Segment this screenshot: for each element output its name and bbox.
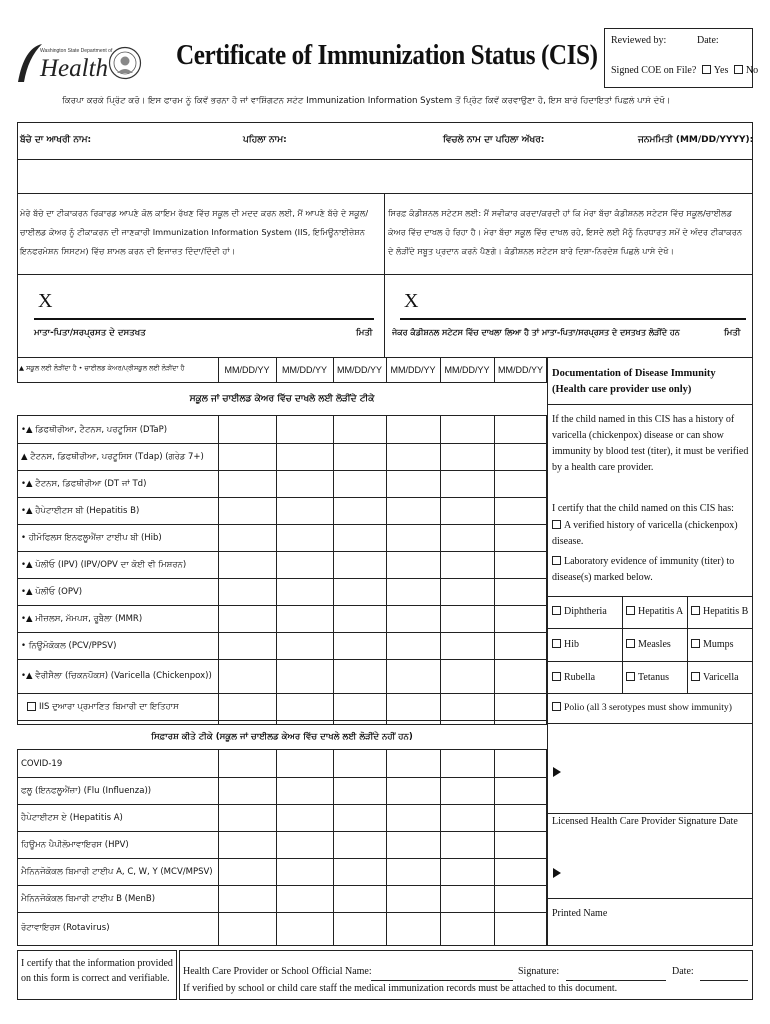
col-line — [333, 750, 334, 946]
official-name-row — [183, 966, 372, 977]
col-line — [218, 750, 219, 946]
vaccine-row-flu[interactable] — [17, 777, 218, 804]
left-sig-mark: X — [38, 290, 53, 312]
disease-grid-line — [548, 661, 753, 662]
vaccine-label: • ਨਿਊਮੋਕੋਕਲ (PCV/PPSV) — [21, 640, 117, 651]
conditional-signature-field[interactable] — [400, 318, 746, 320]
disease-varicella[interactable] — [691, 671, 739, 685]
vaccine-row-mcv[interactable] — [17, 858, 218, 885]
immunity-certify: I certify that the child named on this CIS has: — [552, 503, 734, 514]
consent-sig-divider — [18, 274, 753, 275]
vaccine-row-dtap[interactable] — [17, 416, 218, 443]
parent-signature-field[interactable] — [34, 318, 374, 320]
vaccine-row-covid[interactable] — [17, 750, 218, 777]
coe-no-checkbox[interactable] — [734, 65, 743, 74]
disease-checkbox[interactable] — [626, 606, 635, 615]
footer-certify-text: I certify that the information provided on this form is correct and verifiable. — [21, 958, 173, 984]
footer-note: If verified by school or child care staff the medical immunization records must be attached to this document. — [183, 983, 618, 994]
coe-yes-checkbox[interactable] — [702, 65, 711, 74]
vaccine-label: •▲ ਡਿਫਥੀਰੀਆ, ਟੈਟਨਸ, ਪਰਟੂਸਿਸ (DTaP) — [21, 424, 168, 435]
official-name-label: Health Care Provider or School Official Name: — [183, 966, 372, 977]
vaccine-row-hepa[interactable] — [17, 804, 218, 831]
consent-box — [17, 194, 753, 358]
date-header: MM/DD/YY — [498, 365, 543, 375]
iis-consent-text: ਮੇਰੇ ਬੱਚੇ ਦਾ ਟੀਕਾਕਰਨ ਰਿਕਾਰਡ ਆਪਣੇ ਕੋਲ ਕਾਇਮ ਰੱਖਣ ਵਿੱਚ ਸਕੂਲ ਦੀ ਮਦਦ ਕਰਨ ਲਈ, ਮੈਂ ਆਪਣੇ ਬੱਚੇ ਦੇ ਸਕੂਲ/ਚਾਈਲਡ ਕੇਅਰ ਨੂੰ ਟੀਕਾਕਰਨ ਦੀ ਜਾਣਕਾਰੀ Immunization Information System (IIS, ਇਮਿਊਨਾਈਜ਼ੇਸ਼ਨ ਇਨਫਰਮੇਸ਼ਨ ਸਿਸਟਮ) ਵਿੱਚ ਸ਼ਾਮਲ ਕਰਨ ਦੀ ਇਜਾਜ਼ਤ ਦਿੰਦਾ/ਦਿੰਦੀ ਹਾਂ। — [20, 208, 369, 256]
vaccine-row-mmr[interactable] — [17, 605, 218, 632]
date-header: MM/DD/YY — [282, 365, 327, 375]
child-info-input-row[interactable] — [17, 160, 753, 194]
date-header: MM/DD/YY — [390, 365, 436, 375]
vaccine-row-hepb[interactable] — [17, 497, 218, 524]
disease-label: Mumps — [703, 639, 734, 650]
parent-signature-date-label: ਮਿਤੀ — [356, 328, 373, 338]
vaccine-row-rotavirus[interactable] — [17, 912, 218, 944]
provider-signature-label: Licensed Health Care Provider Signature Date — [552, 816, 738, 827]
instructions-text: ਕਿਰਪਾ ਕਰਕੇ ਪ੍ਰਿੰਟ ਕਰੋ। ਇਸ ਫਾਰਮ ਨੂੰ ਕਿਵੇਂ ਭਰਨਾ ਹੈ ਜਾਂ ਵਾਸ਼ਿੰਗਟਨ ਸਟੇਟ Immunization Information System ਤੋਂ ਪ੍ਰਿੰਟ ਕਿਵੇਂ ਕਰਵਾਉਣਾ ਹੈ, ਇਸ ਬਾਰੇ ਹਿਦਾਇਤਾਂ ਪਿਛਲੇ ਪਾਸੇ ਦੇਖੋ। — [62, 96, 671, 106]
date-header: MM/DD/YY — [444, 365, 490, 375]
lab-evidence-option[interactable] — [552, 554, 750, 586]
vaccine-legend: ▲ ਸਕੂਲ ਲਈ ਲੋੜੀਂਦਾ ਹੈ • ਚਾਈਲਡ ਕੇਅਰ/ਪ੍ਰੀਸਕੂਲ ਲਈ ਲੋੜੀਂਦਾ ਹੈ — [19, 364, 185, 372]
disease-grid-line — [622, 596, 623, 693]
parent-signature-label: ਮਾਤਾ-ਪਿਤਾ/ਸਰਪ੍ਰਸਤ ਦੇ ਦਸਤਖਤ — [34, 328, 146, 338]
disease-checkbox[interactable] — [691, 672, 700, 681]
disease-grid-line — [548, 723, 753, 724]
official-name-field[interactable] — [371, 980, 513, 981]
vaccine-row-varicella[interactable] — [17, 659, 218, 693]
vaccine-label: • ਹੀਮੋਫਿਲਸ ਇਨਫਲੂਐਂਜ਼ਾ ਟਾਈਪ ਬੀ (Hib) — [21, 532, 162, 543]
vaccine-label: •▲ ਹੈਪੇਟਾਈਟਸ ਬੀ (Hepatitis B) — [21, 505, 140, 516]
recommended-section-title-text: ਸਿਫ਼ਾਰਸ਼ ਕੀਤੇ ਟੀਕੇ (ਸਕੂਲ ਜਾਂ ਚਾਈਲਡ ਕੇਅਰ ਵਿੱਚ ਦਾਖਲੇ ਲਈ ਲੋੜੀਂਦੇ ਨਹੀਂ ਹਨ) — [151, 732, 413, 742]
conditional-signature-date-label: ਮਿਤੀ — [724, 328, 741, 338]
iis-history-row[interactable] — [17, 693, 218, 720]
dob-label: ਜਨਮਮਿਤੀ (MM/DD/YYYY): — [638, 135, 754, 145]
arrow-right-icon — [553, 868, 561, 878]
date-header: MM/DD/YY — [337, 365, 382, 375]
disease-hepatitis-a[interactable] — [626, 605, 683, 619]
disease-hepatitis-b[interactable] — [691, 605, 748, 619]
disease-checkbox[interactable] — [626, 672, 635, 681]
disease-grid-line — [548, 596, 753, 597]
immunity-title-divider — [548, 404, 753, 405]
first-name-label: ਪਹਿਲਾ ਨਾਮ: — [243, 135, 287, 145]
disease-checkbox[interactable] — [552, 606, 561, 615]
conditional-status-text: ਸਿਰਫ਼ ਕੰਡੀਸ਼ਨਲ ਸਟੇਟਸ ਲਈ: ਮੈਂ ਸਵੀਕਾਰ ਕਰਦਾ/ਕਰਦੀ ਹਾਂ ਕਿ ਮੇਰਾ ਬੱਚਾ ਕੰਡੀਸ਼ਨਲ ਸਟੇਟਸ ਵਿੱਚ ਸਕੂਲ/ਚਾਈਲਡ ਕੇਅਰ ਵਿੱਚ ਦਾਖਲ ਹੋ ਰਿਹਾ ਹੈ। ਮੇਰਾ ਬੱਚਾ ਸਕੂਲ ਵਿੱਚ ਦਾਖਲ ਰਹੇ, ਇਸਦੇ ਲਈ ਮੈਨੂੰ ਨਿਰਧਾਰਤ ਸਮੇਂ ਦੇ ਅੰਦਰ ਟੀਕਾਕਰਨ ਦੇ ਲੋੜੀਂਦੇ ਸਬੂਤ ਪ੍ਰਦਾਨ ਕਰਨੇ ਪੈਣਗੇ। ਕੰਡੀਸ਼ਨਲ ਸਟੇਟਸ ਬਾਰੇ ਦਿਸ਼ਾ-ਨਿਰਦੇਸ਼ ਪਿਛਲੇ ਪਾਸੇ ਦੇਖੋ। — [388, 208, 743, 256]
logo-subtext: Washington State Department of — [40, 48, 113, 54]
vaccine-label: ਹਿਊਮਨ ਪੈਪੀਲੋਮਾਵਾਇਰਸ (HPV) — [21, 839, 129, 850]
col-line — [276, 750, 277, 946]
vaccine-row-tdap[interactable] — [17, 443, 218, 470]
varicella-history-label: A verified history of varicella (chickenpox) disease. — [552, 520, 738, 547]
disease-checkbox[interactable] — [691, 639, 700, 648]
recommended-section-title — [17, 724, 547, 750]
coe-label: Signed COE on File? — [611, 65, 697, 76]
disease-checkbox[interactable] — [691, 606, 700, 615]
disease-label: Varicella — [703, 672, 739, 683]
office-use-box — [604, 28, 759, 88]
vaccine-row-opv[interactable] — [17, 578, 218, 605]
official-signature-label: Signature: — [518, 966, 560, 977]
disease-label: Polio (all 3 serotypes must show immunity) — [564, 702, 732, 713]
vaccine-label: COVID-19 — [21, 758, 63, 769]
printed-name-line — [548, 898, 753, 899]
disease-polio[interactable] — [552, 701, 732, 715]
disease-label: Hib — [564, 639, 579, 650]
review-date-label: Date: — [697, 35, 719, 46]
disease-label: Measles — [638, 639, 671, 650]
vaccine-label: •▲ ਪੋਲੀਓ (IPV) (IPV/OPV ਦਾ ਕੋਈ ਵੀ ਮਿਸ਼ਰਨ) — [21, 559, 187, 570]
printed-name-label: Printed Name — [552, 908, 608, 919]
coe-yes-label: Yes — [713, 65, 729, 76]
consent-divider — [384, 194, 385, 357]
provider-signature-field[interactable] — [548, 753, 753, 813]
disease-mumps[interactable] — [691, 638, 734, 652]
varicella-history-option[interactable] — [552, 518, 750, 550]
vaccine-row-hib[interactable] — [17, 524, 218, 551]
child-info-header — [17, 122, 753, 160]
coe-row — [611, 65, 758, 76]
vaccine-label: •▲ ਪੋਲੀਓ (OPV) — [21, 586, 83, 597]
varicella-history-checkbox[interactable] — [552, 520, 561, 529]
footer-official-box — [179, 950, 753, 1000]
disease-diphtheria[interactable] — [552, 605, 607, 619]
vaccine-label: •▲ ਮੀਜ਼ਲਸ, ਮੱਮਪਸ, ਰੂਬੈਲਾ (MMR) — [21, 613, 143, 624]
immunity-title: Documentation of Disease Immunity (Health care provider use only) — [552, 368, 716, 395]
disease-checkbox[interactable] — [552, 702, 561, 711]
disease-label: Diphtheria — [564, 606, 607, 617]
right-sig-mark: X — [404, 290, 419, 312]
agency-logo — [14, 32, 144, 92]
logo-text: Health — [40, 55, 109, 82]
coe-no-label: No — [745, 65, 759, 76]
vaccine-row-hpv[interactable] — [17, 831, 218, 858]
middle-initial-label: ਵਿਚਲੇ ਨਾਮ ਦਾ ਪਹਿਲਾ ਅੱਖਰ: — [443, 135, 545, 145]
arrow-right-icon — [553, 767, 561, 777]
last-name-label: ਬੱਚੇ ਦਾ ਆਖਰੀ ਨਾਮ: — [20, 135, 92, 145]
vaccine-row-ipv[interactable] — [17, 551, 218, 578]
vaccine-row-pcv[interactable] — [17, 632, 218, 659]
vaccine-label: •▲ ਟੈਟਨਸ, ਡਿਫਥੀਰੀਆ (DT ਜਾਂ Td) — [21, 478, 147, 489]
required-section-title — [17, 382, 547, 416]
disease-measles[interactable] — [626, 638, 671, 652]
official-signature-field[interactable] — [566, 980, 666, 981]
printed-name-field[interactable] — [548, 836, 753, 900]
vaccine-row-dt-td[interactable] — [17, 470, 218, 497]
state-seal-icon — [108, 46, 142, 80]
vaccine-label: ਹੈਪੇਟਾਈਟਸ ਏ (Hepatitis A) — [21, 812, 123, 823]
vaccine-label: ਮੈਨਿਨਜੋਕੋਕਲ ਬਿਮਾਰੀ ਟਾਈਪ A, C, W, Y (MCV/MPSV) — [21, 866, 213, 877]
disease-grid-line — [548, 628, 753, 629]
disease-label: Hepatitis A — [638, 606, 684, 617]
vaccine-label: ਫਲੂ (ਇਨਫਲੂਐਂਜ਼ਾ) (Flu (Influenza)) — [21, 785, 152, 796]
lab-evidence-checkbox[interactable] — [552, 556, 561, 565]
footer-certify-box — [17, 950, 177, 1000]
disease-label: Rubella — [564, 672, 596, 683]
vaccine-label: ਰੋਟਾਵਾਇਰਸ (Rotavirus) — [21, 923, 110, 933]
disease-label: Hepatitis B — [703, 606, 749, 617]
iis-history-checkbox[interactable] — [27, 702, 36, 711]
disease-checkbox[interactable] — [552, 639, 561, 648]
vaccine-label: •▲ ਵੈਰੀਸੈਲਾ (ਚਿਕਨਪੌਕਸ) (Varicella (Chickenpox)) — [21, 671, 212, 681]
lab-evidence-label: Laboratory evidence of immunity (titer) to disease(s) marked below. — [552, 556, 735, 583]
disease-tetanus[interactable] — [626, 671, 669, 685]
disease-grid-line — [548, 693, 753, 694]
page-title: Certificate of Immunization Status (CIS) — [176, 40, 598, 71]
vaccine-label: ਮੈਨਿਨਜੋਕੋਕਲ ਬਿਮਾਰੀ ਟਾਈਪ B (MenB) — [21, 893, 156, 904]
immunity-intro: If the child named in this CIS has a history of varicella (chickenpox) disease or can show immunity by blood test (titer), it must be verified by a health care provider. — [552, 414, 749, 473]
immunity-panel — [547, 358, 753, 946]
conditional-signature-label: ਜੇਕਰ ਕੰਡੀਸ਼ਨਲ ਸਟੇਟਸ ਵਿੱਚ ਦਾਖਲਾ ਲਿਆ ਹੈ ਤਾਂ ਮਾਤਾ-ਪਿਤਾ/ਸਰਪ੍ਰਸਤ ਦੇ ਦਸਤਖਤ ਲੋੜੀਂਦੇ ਹਨ — [392, 328, 680, 337]
reviewed-by-label: Reviewed by: — [611, 35, 667, 46]
disease-checkbox[interactable] — [552, 672, 561, 681]
required-section-title-text: ਸਕੂਲ ਜਾਂ ਚਾਈਲਡ ਕੇਅਰ ਵਿੱਚ ਦਾਖਲੇ ਲਈ ਲੋੜੀਂਦੇ ਟੀਕੇ — [189, 394, 375, 404]
date-header: MM/DD/YY — [224, 365, 270, 375]
official-date-label: Date: — [672, 966, 694, 977]
provider-signature-line — [548, 813, 753, 814]
vaccine-label: ▲ ਟੈਟਨਸ, ਡਿਫਥੀਰੀਆ, ਪਰਟੂਸਿਸ (Tdap) (ਗਰੇਡ 7+) — [21, 451, 204, 462]
disease-hib[interactable] — [552, 638, 579, 652]
disease-checkbox[interactable] — [626, 639, 635, 648]
official-date-field[interactable] — [700, 980, 748, 981]
disease-label: Tetanus — [638, 672, 669, 683]
iis-history-label: IIS ਦੁਆਰਾ ਪ੍ਰਮਾਣਿਤ ਬਿਮਾਰੀ ਦਾ ਇਤਿਹਾਸ — [39, 701, 179, 712]
disease-rubella[interactable] — [552, 671, 595, 685]
disease-grid-line — [687, 596, 688, 693]
vaccine-row-menb[interactable] — [17, 885, 218, 912]
